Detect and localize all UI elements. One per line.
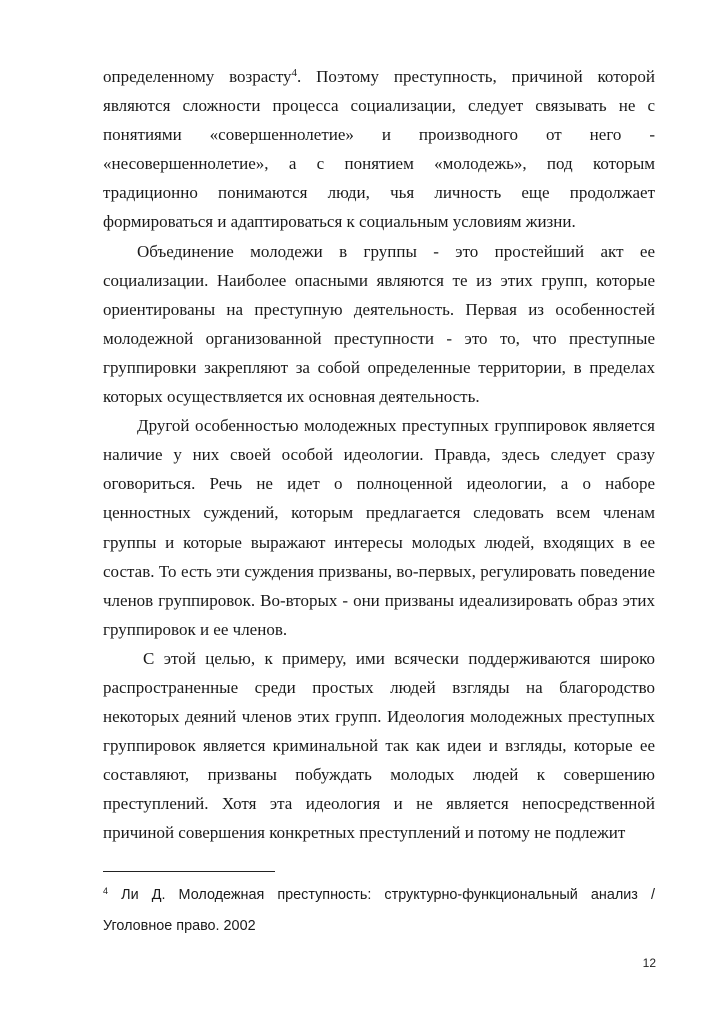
paragraph-4: С этой целью, к примеру, ими всячески поддерживаются широко распространенные среди простых людей взгляды на благородство некоторых деяний членов этих групп. Идеология молодежных преступных группировок является криминальной так как идеи и взгляды, которые ее составляют, призваны побуждать молодых людей к совершению преступлений. Хотя эта идеология и не является непосредственной причиной совершения конкретных преступлений и потому не подлежит bbox=[103, 648, 655, 843]
paragraph-1 bbox=[103, 62, 655, 237]
footnote-marker: 4 bbox=[103, 886, 109, 896]
footnote-text: Ли Д. Молодежная преступность: структурно-функциональный анализ / Уголовное право. 2002 bbox=[103, 887, 655, 934]
footnote bbox=[103, 880, 655, 941]
paragraph-1-text-end: . Поэтому преступность, причиной которой являются сложности процесса социализации, следует связывать не с понятиями «совершеннолетие» и производного от него - «несовершеннолетие», а с понятием «молодежь», под которым традиционно понимаются люди, чья личность еще продолжает формироваться и адаптироваться к социальным условиям жизни. bbox=[103, 67, 655, 232]
paragraph-1-text-start: определенному возрасту bbox=[103, 67, 292, 86]
paragraph-2: Объединение молодежи в группы - это простейший акт ее социализации. Наиболее опасными являются те из этих групп, которые ориентированы на преступную деятельность. Первая из особенностей молодежной организованной преступности - это то, что преступные группировки закрепляют за собой определенные территории, в пределах которых осуществляется их основная деятельность. bbox=[103, 241, 655, 407]
paragraph-3: Другой особенностью молодежных преступных группировок является наличие у них своей особой идеологии. Правда, здесь следует сразу оговориться. Речь не идет о полноценной идеологии, а о наборе ценностных суждений, которым предлагается следовать всем членам группы и которые выражают интересы молодых людей, входящих в ее состав. То есть эти суждения призваны, во-первых, регулировать поведение членов группировок. Во-вторых - они призваны идеализировать образ этих группировок и ее членов. bbox=[103, 416, 655, 639]
footnote-reference[interactable]: 4 bbox=[291, 67, 298, 79]
page-number: 12 bbox=[642, 956, 656, 970]
body-text bbox=[103, 62, 655, 848]
footnote-separator bbox=[103, 871, 275, 872]
